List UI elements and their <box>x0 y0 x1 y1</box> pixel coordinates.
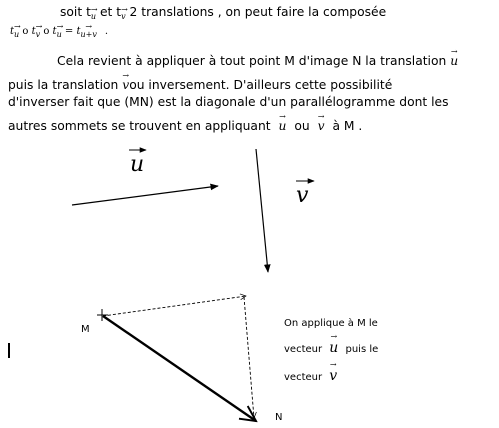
para-line-4-ou: ou <box>294 119 310 133</box>
vector-v-arrow <box>256 149 268 272</box>
note-line-2-text-a: vecteur <box>284 344 323 355</box>
para-vector-u: u → <box>450 55 458 67</box>
vector-u-arrow <box>72 186 218 205</box>
para-line-3-text: d'inverser fait que (MN) est la diagonale d'un parallélogramme dont les <box>8 95 449 109</box>
diagonal-MN-arrow <box>103 316 256 421</box>
para-line-4-text-b: à M . <box>332 119 363 133</box>
note-line-3 <box>284 368 337 384</box>
intro-text-2: et t <box>96 5 122 19</box>
vector-v-symbol: v → <box>121 13 126 21</box>
formula-v1: v → <box>36 30 41 39</box>
formula-o1: o <box>19 26 32 37</box>
para-line-1-text: Cela revient à appliquer à tout point M d'image N la translation <box>57 54 447 68</box>
para-line-4-vector-u: u → <box>279 120 287 132</box>
formula-eq: = <box>61 26 77 37</box>
formula-u2: u → <box>57 30 62 39</box>
formula-u1: u → <box>14 30 19 39</box>
label-point-N: N <box>275 412 283 423</box>
formula-t3: t <box>52 26 57 37</box>
vector-u-symbol: u → <box>91 13 96 21</box>
intro-text-1: soit t <box>60 5 91 19</box>
label-vector-v: v <box>296 183 309 208</box>
formula-t4: t <box>76 26 81 37</box>
note-vector-u: u → <box>329 340 338 356</box>
formula-uv: u+v → <box>81 30 97 39</box>
text-cursor <box>8 343 10 358</box>
formula-o2: o <box>40 26 53 37</box>
para-line-4-text-a: autres sommets se trouvent en appliquant <box>8 119 271 133</box>
dashed-u-arrow <box>103 296 246 316</box>
para-vector-v: v → <box>122 79 129 91</box>
para-line-4-vector-v: v → <box>318 120 325 132</box>
note-line-2 <box>284 340 378 356</box>
intro-text-3: 2 translations , on peut faire la composée <box>125 5 387 19</box>
para-line-2-text-a: puis la translation <box>8 78 119 92</box>
note-vector-v: v → <box>329 368 337 384</box>
dashed-v-arrow <box>244 297 254 418</box>
formula-t2: t <box>31 26 36 37</box>
para-line-2-text-b: ou inversement. D'ailleurs cette possibilité <box>129 78 393 92</box>
label-point-M: M <box>81 324 90 335</box>
note-line-1: On applique à M le <box>284 318 378 329</box>
note-line-3-text-a: vecteur <box>284 372 323 383</box>
formula-t1: t <box>10 26 15 37</box>
note-line-2-text-b: puis le <box>345 344 379 355</box>
formula-end: . <box>104 26 109 37</box>
label-vector-u: u <box>130 152 145 177</box>
